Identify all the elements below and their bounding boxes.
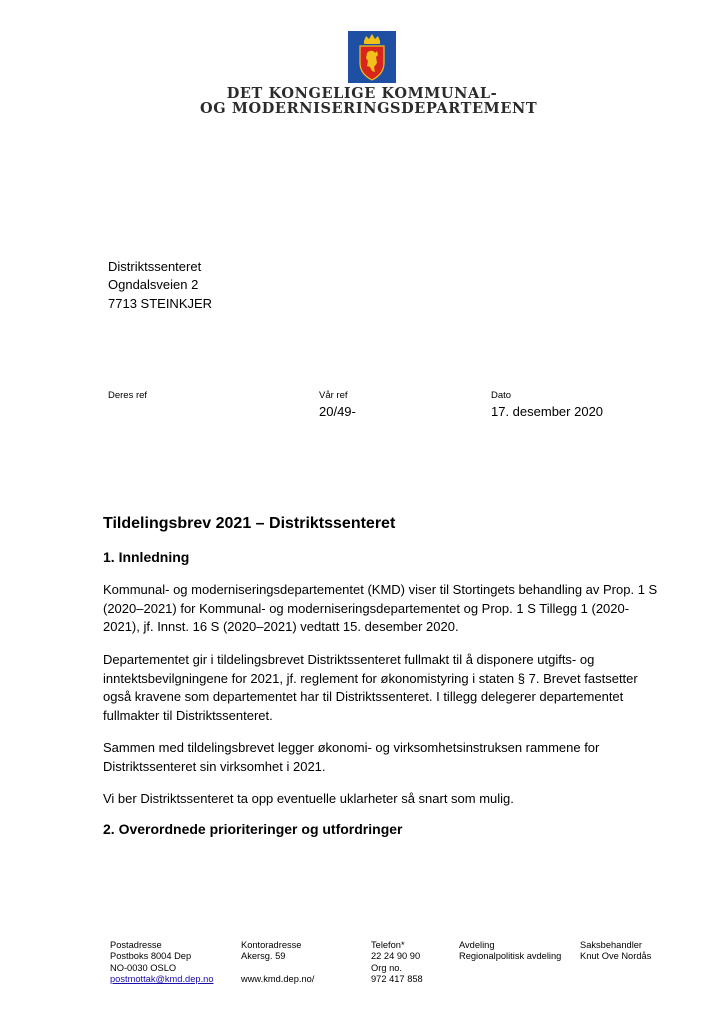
section-heading-prioriteringer: 2. Overordnede prioriteringer og utfordringer: [103, 821, 403, 837]
footer-value: 22 24 90 90: [371, 951, 421, 962]
deres-ref-label: Deres ref: [108, 390, 148, 401]
dato-value: 17. desember 2020: [491, 404, 604, 419]
recipient-street: Ogndalsveien 2: [108, 277, 199, 292]
footer-value: Org no.: [371, 962, 403, 973]
footer-value: NO-0030 OSLO: [110, 962, 177, 973]
document-title: Tildelingsbrev 2021 – Distriktssenteret: [103, 515, 396, 532]
var-ref-label: Vår ref: [319, 390, 348, 401]
paragraph: Sammen med tildelingsbrevet legger økonomi- og virksomhetsinstruksen rammene for Distriktssenteret sin virksomhet i 2021.: [103, 740, 600, 774]
ministry-name-line1: DET KONGELIGE KOMMUNAL-: [226, 85, 498, 102]
footer-value: Postboks 8004 Dep: [110, 951, 192, 962]
footer-label: Postadresse: [110, 940, 162, 950]
footer-postadresse: [110, 940, 214, 985]
footer-email-link[interactable]: postmottak@kmd.dep.no: [110, 973, 214, 984]
ministry-name-line2: OG MODERNISERINGSDEPARTEMENT: [200, 100, 538, 117]
norwegian-coat-of-arms-icon: [348, 31, 396, 83]
footer-kontoradresse: [241, 940, 314, 985]
footer-value: 972 417 858: [371, 973, 423, 984]
recipient-city: 7713 STEINKJER: [108, 296, 213, 311]
paragraph: Vi ber Distriktssenteret ta opp eventuelle uklarheter så snart som mulig.: [103, 791, 514, 806]
footer-value: Akersg. 59: [241, 951, 286, 962]
footer-web: www.kmd.dep.no/: [241, 973, 315, 984]
footer-label: Avdeling: [459, 940, 495, 950]
footer-value: Knut Ove Nordås: [580, 951, 652, 962]
crest-crown-band: [364, 41, 380, 44]
paragraph: Kommunal- og moderniseringsdepartementet (KMD) viser til Stortingets behandling av Prop. 1 S (2020–2021) for Kommunal- og moderniseringsdepartementet og Prop. 1 S Tillegg 1 (2020-2021), jf. Innst. 16 S (2020–2021) vedtatt 15. desember 2020.: [103, 582, 658, 635]
footer-avdeling: [459, 940, 561, 963]
section-heading-innledning: 1. Innledning: [103, 549, 190, 565]
footer-telefon: [371, 940, 423, 985]
recipient-name: Distriktssenteret: [108, 259, 202, 274]
footer-label: Saksbehandler: [580, 940, 643, 950]
footer-value: Regionalpolitisk avdeling: [459, 951, 562, 962]
var-ref-value: 20/49-: [319, 404, 356, 419]
footer-label: Telefon*: [371, 940, 405, 950]
footer-label: Kontoradresse: [241, 940, 302, 950]
dato-label: Dato: [491, 390, 512, 401]
paragraph: Departementet gir i tildelingsbrevet Distriktssenteret fullmakt til å disponere utgifts- og inntektsbevilgningene for 2021, jf. reglement for økonomistyring i staten § 7. Brevet fastsetter også kravene som departementet har til Distriktssenteret. I tillegg delegerer departementet fullmakter til Distriktssenteret.: [103, 652, 638, 723]
footer-saksbehandler: [580, 940, 651, 963]
